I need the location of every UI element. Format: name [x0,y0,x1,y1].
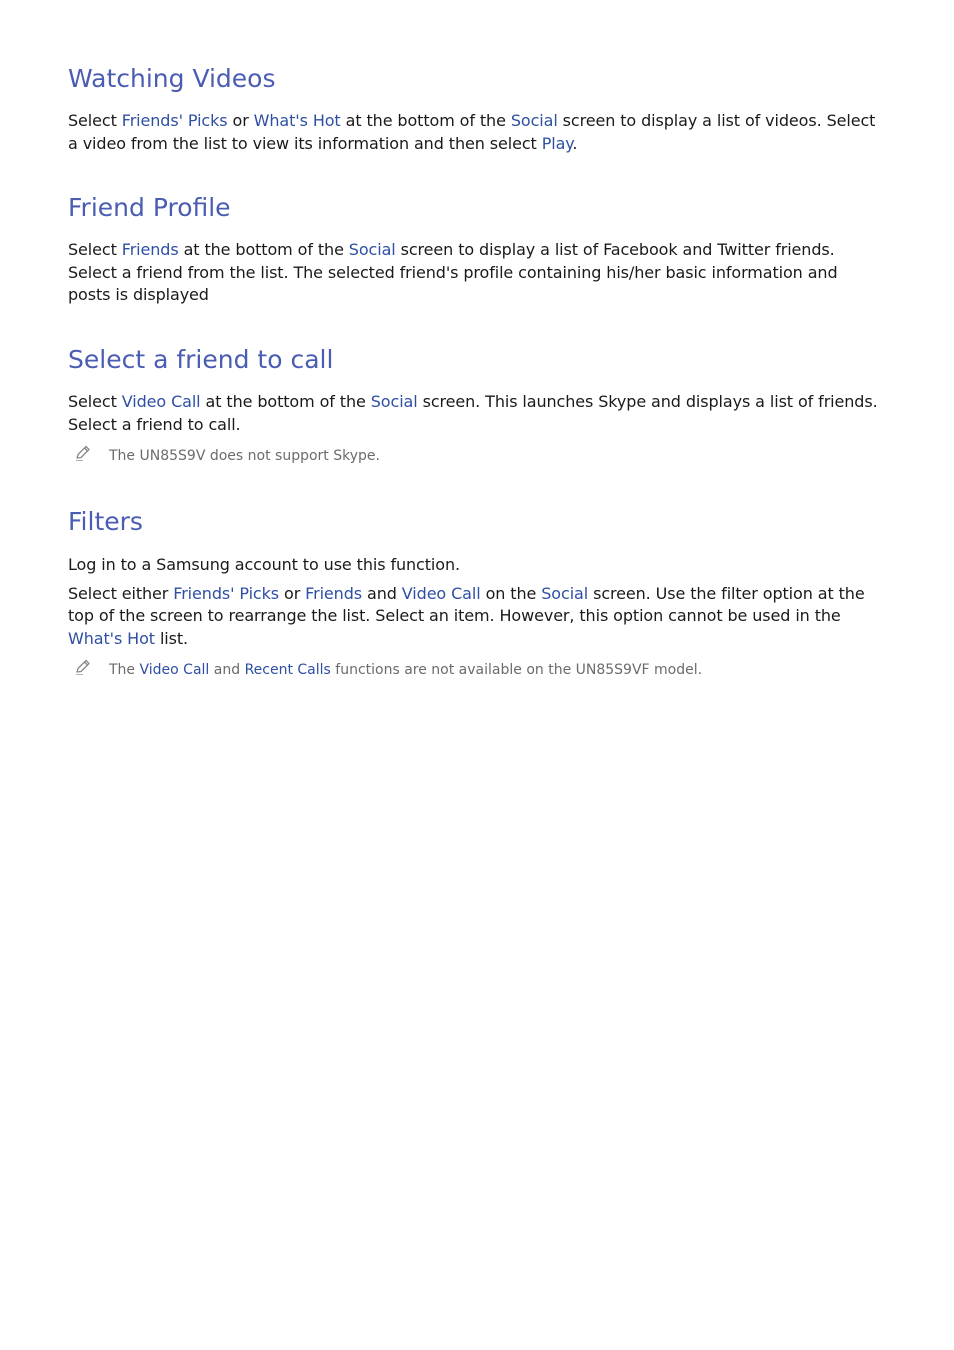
text-run: screen. This launches Skype and displays a list of friends. Select a friend to call. [68,392,878,434]
menu-term-friends: Friends [305,583,363,603]
section-friend-profile [68,193,878,307]
note-text: The UN85S9V does not support Skype. [109,448,380,464]
text-run: Select either [68,583,174,603]
text-run: or [227,111,254,130]
text-run: Select [68,111,122,130]
body-paragraph [68,554,878,577]
menu-term-video-call: Video Call [139,662,210,678]
menu-term-friends-picks: Friends' Picks [173,583,280,603]
text-run: Log in to a Samsung account to use this function. [68,555,460,574]
note [68,446,878,466]
section-watching-videos [68,64,878,155]
menu-term-social: Social [510,111,558,130]
menu-term-video-call: Video Call [121,392,201,411]
note [68,660,878,680]
text-run: and [362,583,402,603]
text-run: Select [68,240,122,259]
text-run: at the bottom of the [340,111,511,130]
text-run: or [279,583,306,603]
body-paragraph [68,583,878,651]
menu-term-friends-picks: Friends' Picks [121,111,228,130]
menu-term-social: Social [370,392,418,411]
text-run: screen to display a list of videos. Select a video from the list to view its information and then select [68,111,876,153]
text-run: at the bottom of the [178,240,349,259]
text-run: at the bottom of the [200,392,371,411]
note-text: functions are not available on the UN85S9VF model. [330,662,703,678]
section-select-friend-to-call [68,345,878,466]
section-title: Select a friend to call [68,345,334,374]
menu-term-social: Social [541,583,589,603]
menu-term-play: Play [541,133,573,153]
note-text: and [209,662,245,678]
pencil-note-icon [74,444,92,462]
note-text: The [109,662,140,678]
menu-term-whats-hot: What's Hot [253,111,341,130]
menu-term-social: Social [348,240,396,259]
text-run: on the [480,583,542,603]
body-paragraph [68,239,878,307]
section-title: Watching Videos [68,64,276,93]
menu-term-video-call: Video Call [401,583,481,603]
text-run: screen to display a list of Facebook and Twitter friends. Select a friend from the list. The selected friend's profile containing his/her basic information and posts is displayed [68,240,838,304]
section-filters [68,507,878,680]
text-run: list. [154,628,189,648]
menu-term-whats-hot: What's Hot [68,628,155,648]
menu-term-recent-calls: Recent Calls [244,662,331,678]
menu-term-friends: Friends [121,240,179,259]
body-paragraph [68,391,878,436]
section-title: Filters [68,507,143,536]
text-run: . [572,133,578,153]
body-paragraph [68,110,878,155]
pencil-note-icon [74,658,92,676]
text-run: Select [68,392,122,411]
text-run: screen. Use the filter option at the top of the screen to rearrange the list. Select an item. However, this option cannot be used in the [68,583,865,625]
section-title: Friend Profile [68,193,231,222]
